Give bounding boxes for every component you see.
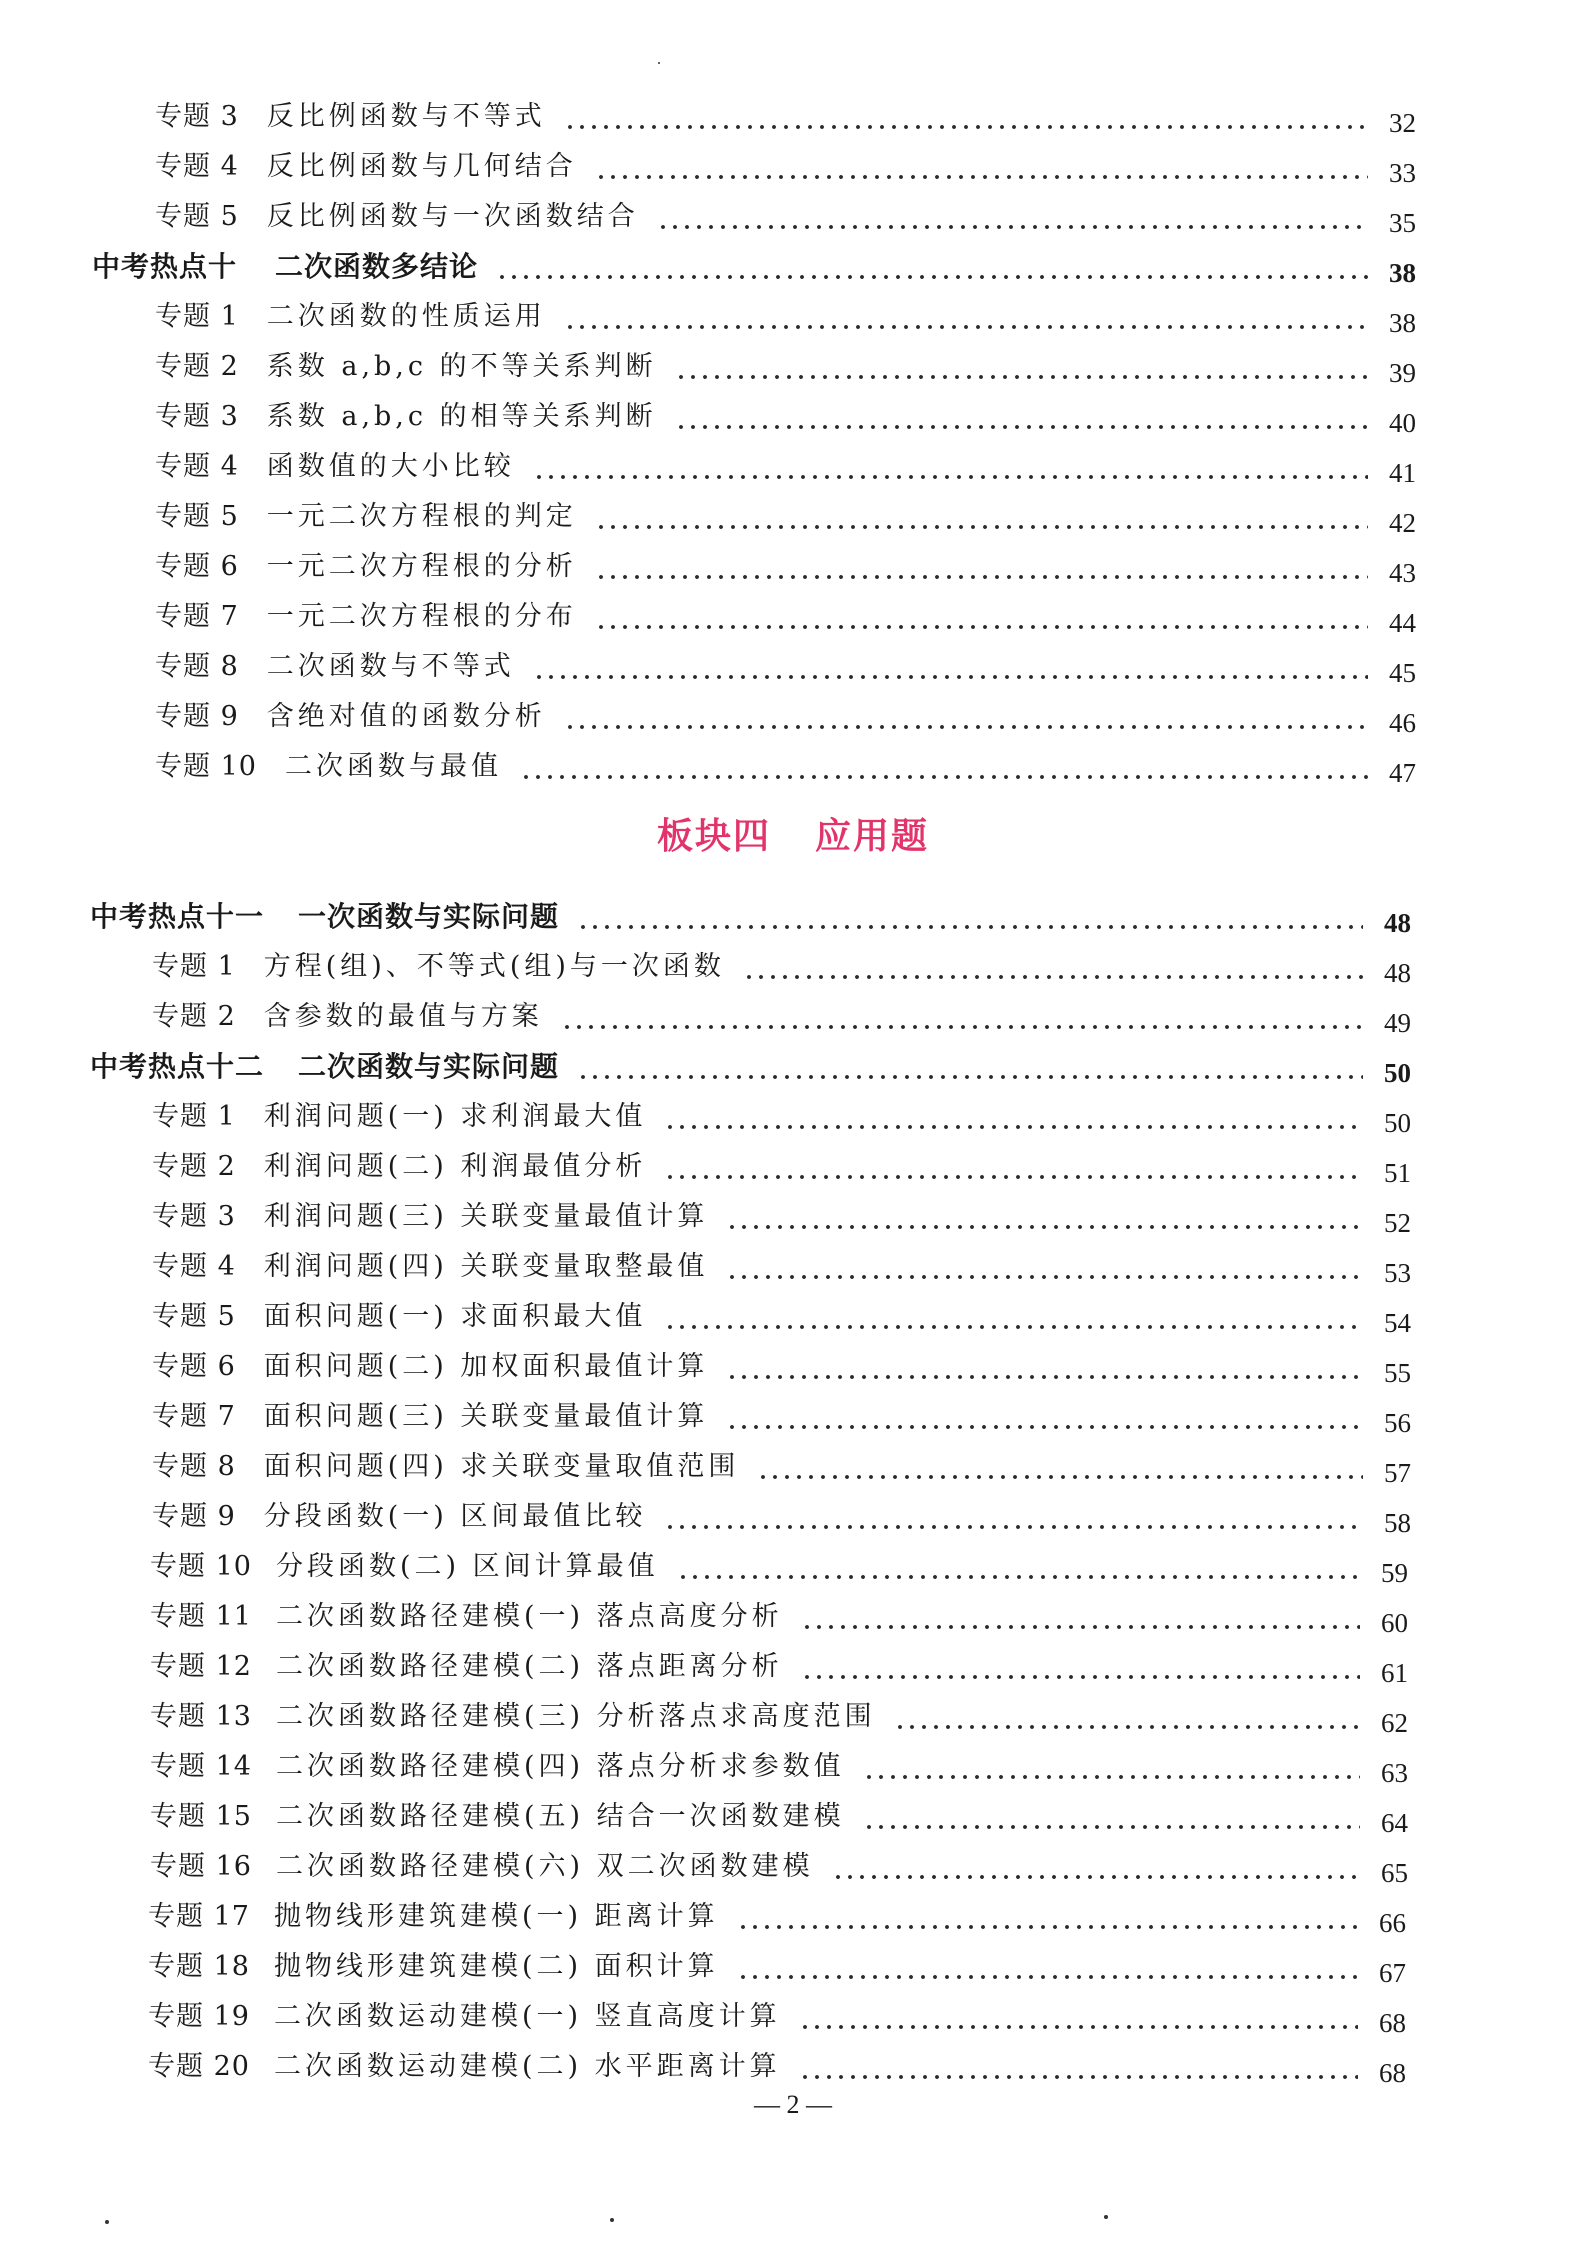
toc-entry-page: 38 — [1389, 308, 1416, 338]
toc-entry-label: 中考热点十一 — [90, 900, 265, 933]
toc-entry-label: 专题 6 — [155, 551, 239, 582]
leader-dots — [737, 1950, 1358, 1984]
leader-dots — [595, 550, 1368, 584]
toc-entry-page: 53 — [1384, 1258, 1411, 1288]
toc-entry-label: 专题 18 — [148, 1951, 250, 1982]
toc-entry[interactable] — [152, 1490, 1411, 1538]
toc-entry-title: 二次函数运动建模(二) 水平距离计算 — [273, 2051, 781, 2082]
toc-entry[interactable] — [155, 140, 1416, 188]
toc-entry-title: 二次函数与实际问题 — [298, 1050, 560, 1083]
toc-entry[interactable] — [150, 1540, 1408, 1588]
toc-entry-page: 68 — [1379, 2058, 1406, 2088]
toc-entry-page: 39 — [1389, 358, 1416, 388]
toc-entry-label: 专题 1 — [155, 301, 239, 332]
toc-hotspot-entry[interactable] — [90, 1040, 1411, 1088]
toc-entry[interactable] — [148, 1940, 1406, 1988]
toc-entry-label: 专题 3 — [155, 101, 239, 132]
toc-entry-label: 专题 9 — [155, 701, 239, 732]
toc-entry[interactable] — [152, 1090, 1411, 1138]
leader-dots — [726, 1350, 1363, 1384]
toc-entry[interactable] — [150, 1790, 1408, 1838]
toc-entry-title: 系数 a,b,c 的相等关系判断 — [266, 401, 657, 432]
toc-entry-label: 专题 8 — [152, 1451, 236, 1482]
toc-entry-label: 专题 5 — [155, 201, 239, 232]
toc-entry-page: 59 — [1381, 1558, 1408, 1588]
leader-dots — [657, 200, 1368, 234]
toc-entry[interactable] — [155, 190, 1416, 238]
toc-entry[interactable] — [155, 540, 1416, 588]
toc-entry[interactable] — [148, 1890, 1406, 1938]
toc-entry[interactable] — [148, 1990, 1406, 2038]
toc-entry[interactable] — [155, 640, 1416, 688]
toc-entry[interactable] — [155, 390, 1416, 438]
toc-entry[interactable] — [155, 590, 1416, 638]
toc-entry[interactable] — [152, 1190, 1411, 1238]
toc-entry[interactable] — [150, 1690, 1408, 1738]
toc-entry-page: 60 — [1381, 1608, 1408, 1638]
toc-entry[interactable] — [155, 90, 1416, 138]
leader-dots — [664, 1500, 1363, 1534]
leader-dots — [799, 2000, 1358, 2034]
toc-entry-label: 专题 12 — [150, 1651, 252, 1682]
toc-entry[interactable] — [150, 1590, 1408, 1638]
leader-dots — [564, 700, 1368, 734]
leader-dots — [677, 1550, 1360, 1584]
toc-entry-title: 抛物线形建筑建模(一) 距离计算 — [273, 1901, 719, 1932]
toc-entry-title: 面积问题(一) 求面积最大值 — [263, 1301, 647, 1332]
toc-entry-title: 二次函数的性质运用 — [266, 301, 546, 332]
toc-entry-label: 专题 3 — [152, 1201, 236, 1232]
toc-entry-page: 42 — [1389, 508, 1416, 538]
toc-entry-label: 专题 1 — [152, 951, 236, 982]
toc-entry-title: 二次函数运动建模(一) 竖直高度计算 — [273, 2001, 781, 2032]
toc-entry-title: 二次函数与不等式 — [266, 651, 515, 682]
toc-hotspot-entry[interactable] — [92, 240, 1416, 288]
toc-entry-page: 58 — [1384, 1508, 1411, 1538]
toc-entry-title: 含参数的最值与方案 — [263, 1001, 543, 1032]
toc-entry[interactable] — [155, 690, 1416, 738]
toc-entry-page: 48 — [1384, 908, 1411, 938]
toc-entry-page: 43 — [1389, 558, 1416, 588]
toc-entry-page: 52 — [1384, 1208, 1411, 1238]
page-number: — 2 — — [754, 2090, 832, 2119]
toc-entry-label: 专题 14 — [150, 1751, 252, 1782]
toc-entry[interactable] — [152, 1390, 1411, 1438]
toc-entry-page: 51 — [1384, 1158, 1411, 1188]
leader-dots — [533, 450, 1368, 484]
toc-entry-page: 40 — [1389, 408, 1416, 438]
scan-speck — [1104, 2215, 1108, 2219]
toc-entry-title: 一元二次方程根的判定 — [266, 501, 577, 532]
toc-entry[interactable] — [155, 490, 1416, 538]
toc-entry[interactable] — [152, 1240, 1411, 1288]
toc-entry-label: 专题 3 — [155, 401, 239, 432]
toc-entry-title: 系数 a,b,c 的不等关系判断 — [266, 351, 657, 382]
toc-entry-label: 专题 9 — [152, 1501, 236, 1532]
toc-entry-label: 专题 7 — [155, 601, 239, 632]
toc-entry-page: 45 — [1389, 658, 1416, 688]
leader-dots — [726, 1200, 1363, 1234]
toc-entry-page: 50 — [1384, 1058, 1411, 1088]
leader-dots — [675, 350, 1368, 384]
toc-entry-page: 32 — [1389, 108, 1416, 138]
toc-entry-title: 二次函数路径建模(四) 落点分析求参数值 — [275, 1751, 845, 1782]
toc-entry-label: 专题 2 — [152, 1151, 236, 1182]
leader-dots — [496, 250, 1368, 284]
toc-entry-label: 专题 10 — [150, 1551, 252, 1582]
toc-entry-page: 54 — [1384, 1308, 1411, 1338]
scan-speck — [610, 2218, 614, 2222]
toc-entry-label: 专题 19 — [148, 2001, 250, 2032]
toc-entry[interactable] — [150, 1640, 1408, 1688]
leader-dots — [595, 600, 1368, 634]
toc-entry-label: 专题 1 — [152, 1101, 236, 1132]
leader-dots — [894, 1700, 1360, 1734]
toc-entry-title: 含绝对值的函数分析 — [266, 701, 546, 732]
toc-entry-title: 利润问题(二) 利润最值分析 — [263, 1151, 647, 1182]
toc-entry-label: 专题 6 — [152, 1351, 236, 1382]
toc-entry-title: 分段函数(一) 区间最值比较 — [263, 1501, 647, 1532]
leader-dots — [675, 400, 1368, 434]
leader-dots — [520, 750, 1368, 784]
toc-entry-page: 49 — [1384, 1008, 1411, 1038]
toc-entry-page: 63 — [1381, 1758, 1408, 1788]
section-heading — [0, 808, 1586, 859]
toc-entry[interactable] — [150, 1840, 1408, 1888]
toc-entry-title: 面积问题(三) 关联变量最值计算 — [263, 1401, 709, 1432]
toc-entry[interactable] — [152, 1440, 1411, 1488]
toc-entry-page: 68 — [1379, 2008, 1406, 2038]
toc-entry-label: 专题 8 — [155, 651, 239, 682]
toc-entry-label: 专题 2 — [152, 1001, 236, 1032]
toc-entry-page: 33 — [1389, 158, 1416, 188]
toc-entry-page: 44 — [1389, 608, 1416, 638]
toc-entry-page: 62 — [1381, 1708, 1408, 1738]
toc-entry-title: 反比例函数与几何结合 — [266, 151, 577, 182]
leader-dots — [664, 1100, 1363, 1134]
toc-entry-page: 57 — [1384, 1458, 1411, 1488]
leader-dots — [801, 1600, 1360, 1634]
leader-dots — [832, 1850, 1360, 1884]
leader-dots — [577, 900, 1363, 934]
leader-dots — [799, 2050, 1358, 2084]
leader-dots — [595, 150, 1368, 184]
leader-dots — [801, 1650, 1360, 1684]
toc-entry[interactable] — [152, 940, 1411, 988]
toc-entry-label: 专题 4 — [155, 151, 239, 182]
toc-entry-label: 专题 16 — [150, 1851, 252, 1882]
toc-entry-page: 38 — [1389, 258, 1416, 288]
toc-entry-page: 66 — [1379, 1908, 1406, 1938]
toc-entry-title: 抛物线形建筑建模(二) 面积计算 — [273, 1951, 719, 1982]
toc-entry-title: 二次函数与最值 — [284, 751, 502, 782]
toc-entry[interactable] — [152, 1290, 1411, 1338]
toc-entry-title: 利润问题(一) 求利润最大值 — [263, 1101, 647, 1132]
toc-entry-label: 专题 20 — [148, 2051, 250, 2082]
leader-dots — [577, 1050, 1363, 1084]
toc-entry-label: 专题 15 — [150, 1801, 252, 1832]
leader-dots — [561, 1000, 1363, 1034]
toc-entry-page: 35 — [1389, 208, 1416, 238]
toc-entry-page: 67 — [1379, 1958, 1406, 1988]
toc-entry-title: 二次函数多结论 — [275, 250, 479, 283]
toc-entry-page: 48 — [1384, 958, 1411, 988]
toc-entry-page: 65 — [1381, 1858, 1408, 1888]
section-heading-part2: 应用题 — [815, 816, 930, 857]
toc-entry-title: 二次函数路径建模(二) 落点距离分析 — [275, 1651, 783, 1682]
toc-entry[interactable] — [155, 290, 1416, 338]
scan-speck — [658, 62, 660, 64]
toc-entry-title: 一元二次方程根的分析 — [266, 551, 577, 582]
leader-dots — [595, 500, 1368, 534]
toc-entry-title: 方程(组)、不等式(组)与一次函数 — [263, 951, 725, 982]
toc-entry-title: 面积问题(四) 求关联变量取值范围 — [263, 1451, 740, 1482]
toc-entry[interactable] — [155, 740, 1416, 788]
toc-entry-label: 专题 10 — [155, 751, 257, 782]
toc-entry-label: 中考热点十二 — [90, 1050, 265, 1083]
toc-entry-label: 专题 11 — [150, 1601, 252, 1632]
toc-entry-label: 专题 5 — [155, 501, 239, 532]
toc-entry[interactable] — [155, 340, 1416, 388]
leader-dots — [664, 1300, 1363, 1334]
toc-entry-title: 二次函数路径建模(三) 分析落点求高度范围 — [275, 1701, 876, 1732]
toc-entry-page: 61 — [1381, 1658, 1408, 1688]
toc-entry-label: 中考热点十 — [92, 250, 238, 283]
leader-dots — [533, 650, 1368, 684]
toc-entry-title: 一元二次方程根的分布 — [266, 601, 577, 632]
toc-entry-label: 专题 4 — [155, 451, 239, 482]
toc-entry-title: 二次函数路径建模(五) 结合一次函数建模 — [275, 1801, 845, 1832]
toc-entry-title: 反比例函数与一次函数结合 — [266, 201, 639, 232]
toc-entry-title: 利润问题(四) 关联变量取整最值 — [263, 1251, 709, 1282]
leader-dots — [726, 1250, 1363, 1284]
toc-entry[interactable] — [152, 990, 1411, 1038]
toc-entry[interactable] — [150, 1740, 1408, 1788]
toc-entry-page: 41 — [1389, 458, 1416, 488]
leader-dots — [564, 300, 1368, 334]
toc-entry-title: 利润问题(三) 关联变量最值计算 — [263, 1201, 709, 1232]
toc-entry-title: 二次函数路径建模(六) 双二次函数建模 — [275, 1851, 814, 1882]
toc-entry-title: 函数值的大小比较 — [266, 451, 515, 482]
toc-entry-title: 分段函数(二) 区间计算最值 — [275, 1551, 659, 1582]
leader-dots — [863, 1800, 1360, 1834]
toc-entry[interactable] — [152, 1340, 1411, 1388]
toc-entry-label: 专题 7 — [152, 1401, 236, 1432]
toc-entry-title: 反比例函数与不等式 — [266, 101, 546, 132]
leader-dots — [737, 1900, 1358, 1934]
toc-entry-label: 专题 2 — [155, 351, 239, 382]
toc-entry[interactable] — [148, 2040, 1406, 2088]
toc-entry-label: 专题 4 — [152, 1251, 236, 1282]
scan-speck — [105, 2220, 109, 2224]
toc-entry-page: 50 — [1384, 1108, 1411, 1138]
leader-dots — [757, 1450, 1363, 1484]
toc-entry[interactable] — [155, 440, 1416, 488]
toc-entry-page: 47 — [1389, 758, 1416, 788]
leader-dots — [726, 1400, 1363, 1434]
toc-entry-title: 面积问题(二) 加权面积最值计算 — [263, 1351, 709, 1382]
toc-entry-label: 专题 13 — [150, 1701, 252, 1732]
toc-entry-label: 专题 5 — [152, 1301, 236, 1332]
toc-hotspot-entry[interactable] — [90, 890, 1411, 938]
toc-entry-page: 46 — [1389, 708, 1416, 738]
leader-dots — [863, 1750, 1360, 1784]
toc-entry-page: 64 — [1381, 1808, 1408, 1838]
leader-dots — [743, 950, 1363, 984]
toc-entry-label: 专题 17 — [148, 1901, 250, 1932]
toc-entry-title: 一次函数与实际问题 — [298, 900, 560, 933]
section-heading-part1: 板块四 — [656, 816, 771, 857]
leader-dots — [664, 1150, 1363, 1184]
toc-entry-title: 二次函数路径建模(一) 落点高度分析 — [275, 1601, 783, 1632]
toc-entry[interactable] — [152, 1140, 1411, 1188]
toc-entry-page: 55 — [1384, 1358, 1411, 1388]
leader-dots — [564, 100, 1368, 134]
toc-entry-page: 56 — [1384, 1408, 1411, 1438]
